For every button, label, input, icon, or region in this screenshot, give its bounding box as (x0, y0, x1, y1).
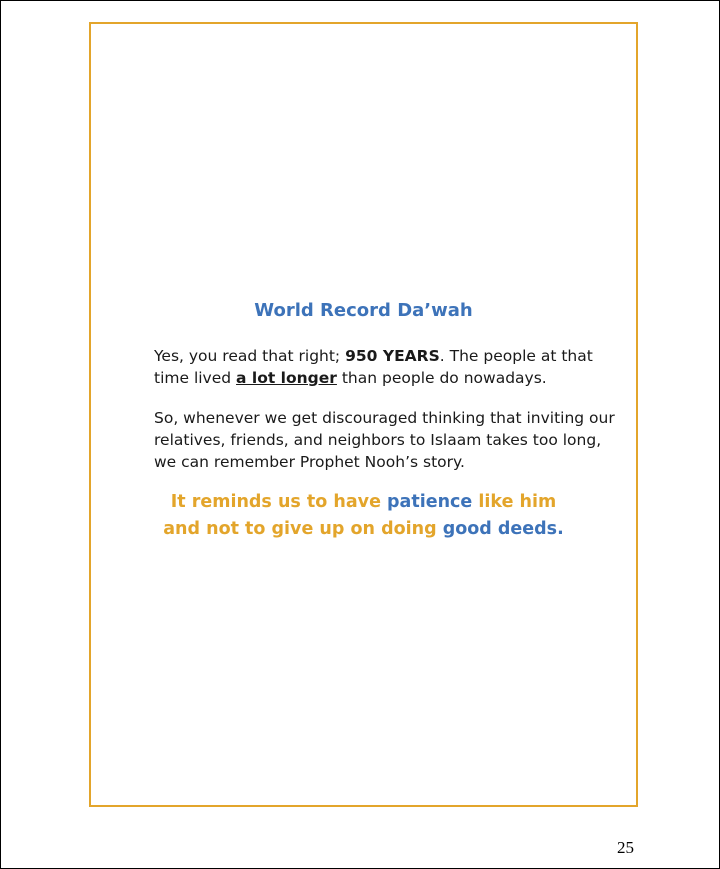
section-title: World Record Da’wah (254, 300, 473, 321)
paragraph1-text-middle: . The people at that time lived (154, 347, 593, 387)
paragraph1-text-end: than people do nowadays. (336, 369, 547, 387)
paragraph-discouraged: So, whenever we get discouraged thinking that inviting our relatives, friends, and neighbors to Islaam takes too long, we can remember Prophet Nooh’s story. (154, 409, 615, 471)
highlight-line2-start: and not to give up on doing (163, 519, 443, 539)
page-number: 25 (617, 838, 634, 857)
highlight-patience: patience (387, 492, 473, 512)
content-frame (89, 22, 638, 807)
paragraph-950-years (154, 345, 624, 389)
bold-950-years: 950 YEARS (345, 347, 440, 365)
highlight-message (91, 489, 636, 543)
highlight-line1-start: It reminds us to have (170, 492, 388, 512)
highlight-line1-end: like him (472, 492, 557, 512)
paragraph1-text-start: Yes, you read that right; (154, 347, 346, 365)
underlined-a-lot-longer: a lot longer (236, 369, 337, 387)
highlight-good-deeds: good deeds. (442, 519, 564, 539)
